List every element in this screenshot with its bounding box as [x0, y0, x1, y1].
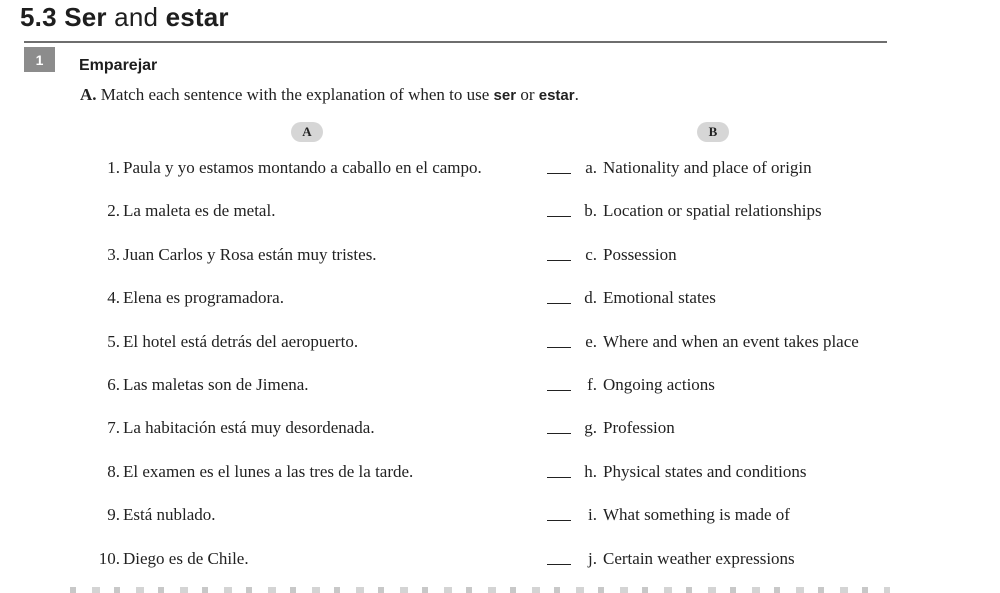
section-number: 5.3 — [20, 2, 57, 32]
section-title-estar: estar — [165, 2, 229, 32]
option-letter: f. — [587, 375, 597, 394]
sentence-text: Diego es de Chile. — [123, 549, 249, 568]
item-number: 7. — [107, 418, 120, 437]
item-number: 10. — [98, 549, 120, 568]
keyword-estar: estar — [538, 87, 575, 104]
option-letter: d. — [584, 288, 597, 307]
answer-blank[interactable] — [547, 173, 571, 174]
answer-blank[interactable] — [547, 564, 571, 565]
match-row — [0, 332, 1000, 362]
sentence-text: La maleta es de metal. — [123, 201, 276, 220]
match-row — [0, 462, 1000, 492]
explanation-text: Emotional states — [603, 288, 716, 307]
instruction-or: or — [520, 85, 535, 104]
activity-number-badge: 1 — [24, 47, 55, 72]
answer-blank[interactable] — [547, 216, 571, 217]
answer-blank[interactable] — [547, 260, 571, 261]
item-number: 5. — [107, 332, 120, 351]
option-letter: c. — [585, 245, 597, 264]
sentence-text: La habitación está muy desordenada. — [123, 418, 375, 437]
match-row — [0, 549, 1000, 579]
cut-off-text-line — [70, 587, 890, 593]
explanation-text: Profession — [603, 418, 675, 437]
option-letter: a. — [585, 158, 597, 177]
option-letter: j. — [588, 549, 597, 568]
explanation-text: Nationality and place of origin — [603, 158, 812, 177]
explanation-text: Ongoing actions — [603, 375, 715, 394]
match-row — [0, 375, 1000, 405]
sentence-text: El hotel está detrás del aeropuerto. — [123, 332, 359, 351]
explanation-text: Location or spatial relationships — [603, 201, 822, 220]
keyword-ser: ser — [493, 87, 517, 104]
item-number: 6. — [107, 375, 120, 394]
item-number: 8. — [107, 462, 120, 481]
match-row — [0, 158, 1000, 188]
sentence-text: Está nublado. — [123, 505, 216, 524]
answer-blank[interactable] — [547, 303, 571, 304]
item-number: 9. — [107, 505, 120, 524]
answer-blank[interactable] — [547, 390, 571, 391]
match-row — [0, 245, 1000, 275]
option-letter: i. — [588, 505, 597, 524]
answer-blank[interactable] — [547, 477, 571, 478]
match-row — [0, 288, 1000, 318]
explanation-text: What something is made of — [603, 505, 790, 524]
item-number: 1. — [107, 158, 120, 177]
sentence-text: Paula y yo estamos montando a caballo en el campo. — [123, 158, 482, 177]
option-letter: h. — [584, 462, 597, 481]
section-title-and: and — [114, 2, 159, 32]
title-divider — [24, 41, 887, 43]
section-title — [20, 2, 229, 33]
match-row — [0, 505, 1000, 535]
instruction-period: . — [574, 85, 579, 104]
column-b-badge: B — [697, 122, 729, 142]
option-letter: g. — [584, 418, 597, 437]
explanation-text: Where and when an event takes place — [603, 332, 859, 351]
answer-blank[interactable] — [547, 433, 571, 434]
item-number: 3. — [107, 245, 120, 264]
explanation-text: Certain weather expressions — [603, 549, 795, 568]
option-letter: b. — [584, 201, 597, 220]
explanation-text: Physical states and conditions — [603, 462, 807, 481]
match-row — [0, 201, 1000, 231]
item-number: 2. — [107, 201, 120, 220]
answer-blank[interactable] — [547, 520, 571, 521]
sentence-text: Las maletas son de Jimena. — [123, 375, 309, 394]
item-number: 4. — [107, 288, 120, 307]
sentence-text: El examen es el lunes a las tres de la tarde. — [123, 462, 414, 481]
instructions — [80, 85, 579, 105]
explanation-text: Possession — [603, 245, 677, 264]
sentence-text: Elena es programadora. — [123, 288, 284, 307]
column-a-badge: A — [291, 122, 323, 142]
match-row — [0, 418, 1000, 448]
instruction-label: A. — [80, 85, 97, 104]
answer-blank[interactable] — [547, 347, 571, 348]
instruction-text: Match each sentence with the explanation of when to use — [100, 85, 490, 104]
activity-title: Emparejar — [79, 57, 158, 74]
section-title-ser: Ser — [64, 2, 107, 32]
sentence-text: Juan Carlos y Rosa están muy tristes. — [123, 245, 377, 264]
option-letter: e. — [585, 332, 597, 351]
